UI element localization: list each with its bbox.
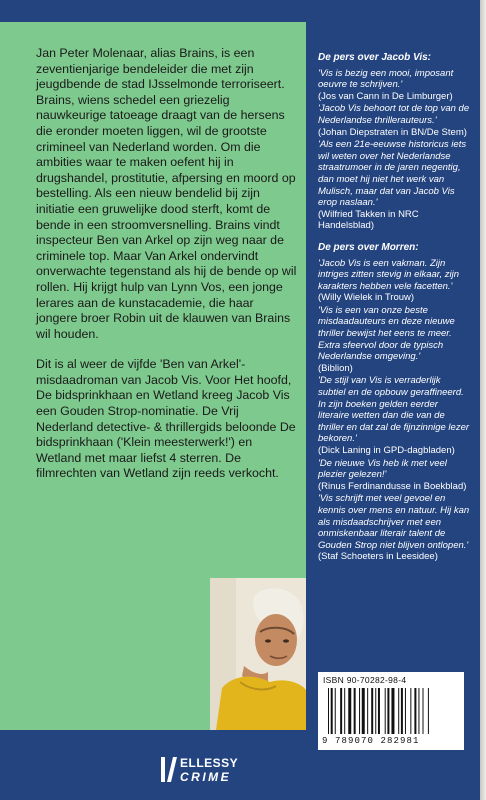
barcode-bar xyxy=(398,688,399,734)
barcode-bar xyxy=(362,688,365,734)
review-source: (Dick Laning in GPD-dagbladen) xyxy=(318,445,455,456)
ean-number: 9 789070 282981 xyxy=(322,736,420,746)
barcode-bar xyxy=(418,688,419,734)
synopsis-paragraph: Dit is al weer de vijfde 'Ben van Arkel'-misdaadroman van Jacob Vis. Voor Het hoofd, De bidsprinkhaan en Wetland kreeg Jacob Vis een Gouden Strop-nominatie. De Vrij Nederland detective- & thrillergids beloonde De bidsprinkhaan ('Klein meesterwerk!') en Wetland met maar liefst 4 sterren. De filmrechten van Wetland zijn reeds verkocht. xyxy=(36,357,296,481)
barcode-bar xyxy=(371,688,373,734)
publisher-series: CRIME xyxy=(180,770,232,784)
review-quote: 'De nieuwe Vis heb ik met veel plezier gelezen!' xyxy=(318,457,447,481)
publisher-logo xyxy=(160,752,300,792)
barcode-bar xyxy=(428,688,429,734)
review-quote: 'Vis schrijft met veel gevoel en kennis over mens en natuur. Hij kan als misdaadschrijver met een onmiskenbaar literair talent de Gouden Strop niet blijven ontlopen.' xyxy=(318,493,470,551)
publisher-emblem-icon xyxy=(160,754,178,784)
review-quote: 'Als een 21e-eeuwse historicus iets wil weten over het Nederlandse straatrumoer in de jaren negentig, dan moet hij niet het werk van Mulisch, maar dat van Jacob Vis erop naslaan.' xyxy=(318,139,467,209)
review-quote: 'Jacob Vis is een vakman. Zijn intriges zitten stevig in elkaar, zijn karakters hebben vele facetten.' xyxy=(318,257,459,292)
review-source: (Rinus Ferdinandusse in Boekblad) xyxy=(318,480,467,492)
author-photo xyxy=(210,578,306,730)
barcode-bar xyxy=(387,688,389,734)
review-source: (Jos van Cann in De Limburger) xyxy=(318,90,453,102)
barcode-bar xyxy=(359,688,360,734)
review-quote: 'Vis is een van onze beste misdaadauteurs en deze nieuwe thriller bewijst het eens te meer. Extra sfeervol door de typisch Nederlandse omgeving.' xyxy=(318,304,455,363)
review-quote: 'Vis is bezig een mooi, imposant oeuvre te schrijven.' xyxy=(318,67,454,91)
press-heading-morren: De pers over Morren: xyxy=(318,241,419,253)
page-edge xyxy=(480,0,486,800)
barcode-bar xyxy=(405,688,406,734)
barcode-bar xyxy=(335,688,336,734)
barcode-bar xyxy=(401,688,403,734)
barcode-bars xyxy=(328,688,454,734)
review-source: (Willy Wielek in Trouw) xyxy=(318,292,415,304)
synopsis-text xyxy=(36,46,298,497)
isbn-number: ISBN 90-70282-98-4 xyxy=(323,675,407,685)
barcode-bar xyxy=(414,688,416,734)
review-quote: 'De stijl van Vis is verraderlijk subtiel en de opbouw geraffineerd. In zijn boeken gelden eerder literaire wetten dan die van de thriller en dat zal de fijnzinnige lezer bekoren.' xyxy=(318,375,470,445)
barcode-bar xyxy=(410,688,411,734)
barcode-bar xyxy=(344,688,345,734)
review-source: (Staf Schoeters in Leesidee) xyxy=(318,551,438,563)
review-source: (Johan Diepstraten in BN/De Stem) xyxy=(318,126,467,138)
barcode-bar xyxy=(328,688,329,734)
barcode-bar xyxy=(375,688,376,734)
press-reviews xyxy=(318,52,470,564)
barcode-bar xyxy=(423,688,424,734)
barcode-label xyxy=(318,672,464,750)
review-source: (Biblion) xyxy=(318,362,353,374)
barcode-bar xyxy=(340,688,342,734)
barcode-bar xyxy=(385,688,386,734)
review-quote: 'Jacob Vis behoort tot de top van de Nederlandse thrillerauteurs.' xyxy=(318,103,470,126)
barcode-bar xyxy=(331,688,333,734)
barcode-bar xyxy=(354,688,356,734)
press-heading-vis: De pers over Jacob Vis: xyxy=(318,52,432,63)
review-source: (Wilfried Takken in NRC Handelsblad) xyxy=(318,208,419,232)
barcode-bar xyxy=(348,688,351,734)
author-portrait-illustration xyxy=(210,578,306,730)
publisher-name: ELLESSY xyxy=(180,756,239,770)
barcode-bar xyxy=(378,688,380,734)
synopsis-paragraph: Jan Peter Molenaar, alias Brains, is een zeventienjarige bendeleider die met zijn jeugdbende de stad IJsselmonde terroriseert. Brains, wiens schedel een griezelig nauwkeurige tatoeage draagt van de hersens die eronder moeten liggen, wil de grootste crimineel van Nederland worden. Om die ambities waar te maken oefent hij in drugshandel, prostitutie, afpersing en moord op bestelling. Als een nieuw bendelid bij zijn initiatie een gruwelijke dood sterft, komt de bende in een stroomversnelling. Brains vindt inspecteur Ben van Arkel op zijn weg naar de criminele top. Maar Van Arkel ondervindt onverwachte tegenstand als hij de bende op wil rollen. Hij krijgt hulp van Lynn Vos, een jonge lerares aan de kunstacademie, die haar jongere broer Robin uit de klauwen van Brains wil houden. xyxy=(36,46,297,341)
barcode-bar xyxy=(367,688,368,734)
barcode-bar xyxy=(391,688,394,734)
